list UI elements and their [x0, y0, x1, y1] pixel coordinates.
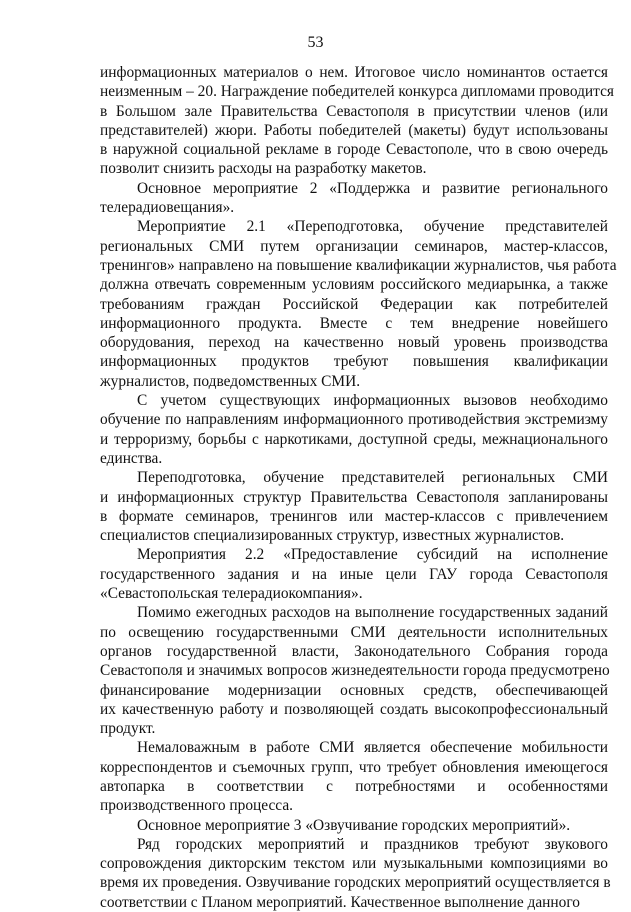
text-line: позволит снизить расходы на разработку макетов. [100, 160, 427, 178]
text-line: Переподготовка, обучение представителей региональных СМИ [137, 469, 608, 487]
text-line: телерадиовещания». [100, 199, 235, 217]
text-line: информационного продукта. Вместе с тем внедрение новейшего [100, 314, 608, 332]
body-text [100, 63, 617, 912]
text-line: Ряд городских мероприятий и праздников требуют звукового [137, 835, 608, 853]
paragraph [100, 738, 608, 815]
text-line: Основное мероприятие 2 «Поддержка и развитие регионального [137, 179, 608, 197]
text-line: «Севастопольская телерадиокомпания». [100, 585, 363, 603]
text-line: время их проведения. Озвучивание городских мероприятий осуществляется в [100, 874, 611, 892]
text-line: их качественную работу и позволяющей создать высокопрофессиональный [100, 700, 608, 718]
text-line: производственного процесса. [100, 797, 293, 815]
text-line: должна отвечать современным условиям российского медиарынка, а также [100, 276, 608, 294]
text-line: информационных продуктов требуют повышения квалификации [100, 353, 608, 371]
text-line: в Большом зале Правительства Севастополя в присутствии членов (или [100, 102, 608, 120]
paragraph [100, 468, 608, 545]
text-line: Основное мероприятие 3 «Озвучивание городских мероприятий». [137, 816, 571, 834]
text-line: финансирование модернизации основных средств, обеспечивающей [100, 681, 608, 699]
text-line: автопарка в соответствии с потребностями и особенностями [100, 777, 608, 795]
paragraph [100, 545, 608, 603]
text-line: представителей) жюри. Работы победителей (макеты) будут использованы [100, 121, 608, 139]
text-line: в наружной социальной рекламе в городе Севастополе, что в свою очередь [100, 141, 608, 159]
text-line: региональных СМИ путем организации семинаров, мастер-классов, [100, 237, 608, 255]
text-line: Помимо ежегодных расходов на выполнение государственных заданий [137, 604, 608, 622]
text-line: Немаловажным в работе СМИ является обеспечение мобильности [137, 739, 608, 757]
text-line: сопровождения дикторским текстом или музыкальными композициями во [100, 855, 608, 873]
text-line: продукт. [100, 720, 156, 738]
text-line: Мероприятие 2.1 «Переподготовка, обучение представителей [137, 218, 608, 236]
text-line: специалистов специализированных структур, известных журналистов. [100, 527, 565, 545]
page-number: 53 [307, 34, 324, 51]
text-line: оборудования, переход на качественно новый уровень производства [100, 334, 608, 352]
text-line: и информационных структур Правительства Севастополя запланированы [100, 488, 608, 506]
text-line: неизменным – 20. Награждение победителей конкурса дипломами проводится [100, 83, 614, 101]
text-line: информационных материалов о нем. Итоговое число номинантов остается [100, 64, 608, 81]
text-line: журналистов, подведомственных СМИ. [100, 372, 361, 390]
paragraph [100, 391, 608, 468]
text-line: Мероприятия 2.2 «Предоставление субсидий на исполнение [137, 546, 608, 564]
text-line: тренингов» направлено на повышение квалификации журналистов, чья работа [100, 256, 617, 274]
paragraph [100, 63, 614, 179]
text-line: и терроризму, борьбы с наркотиками, доступной среды, межнационального [100, 430, 608, 448]
text-line: обучение по направлениям информационного противодействия экстремизму [100, 411, 608, 429]
text-line: требованиям граждан Российской Федерации как потребителей [100, 295, 608, 313]
paragraph [100, 179, 608, 218]
text-line: органов государственной власти, Законодательного Собрания города [100, 642, 608, 660]
text-line: С учетом существующих информационных вызовов необходимо [137, 392, 608, 410]
text-line: единства. [100, 449, 163, 467]
paragraph [100, 603, 608, 738]
text-line: по освещению государственными СМИ деятельности исполнительных [100, 623, 608, 641]
paragraph [100, 835, 611, 912]
text-line: в формате семинаров, тренингов или мастер-классов с привлечением [100, 507, 608, 525]
text-line: Севастополя и значимых вопросов жизнедеятельности города предусмотрено [100, 662, 610, 680]
paragraph [100, 816, 608, 835]
text-line: государственного задания и на иные цели ГАУ города Севастополя [100, 565, 608, 583]
text-line: соответствии с Планом мероприятий. Качественное выполнение данного [100, 893, 580, 911]
paragraph [100, 217, 617, 391]
text-line: корреспондентов и съемочных групп, что требует обновления имеющегося [100, 758, 608, 776]
